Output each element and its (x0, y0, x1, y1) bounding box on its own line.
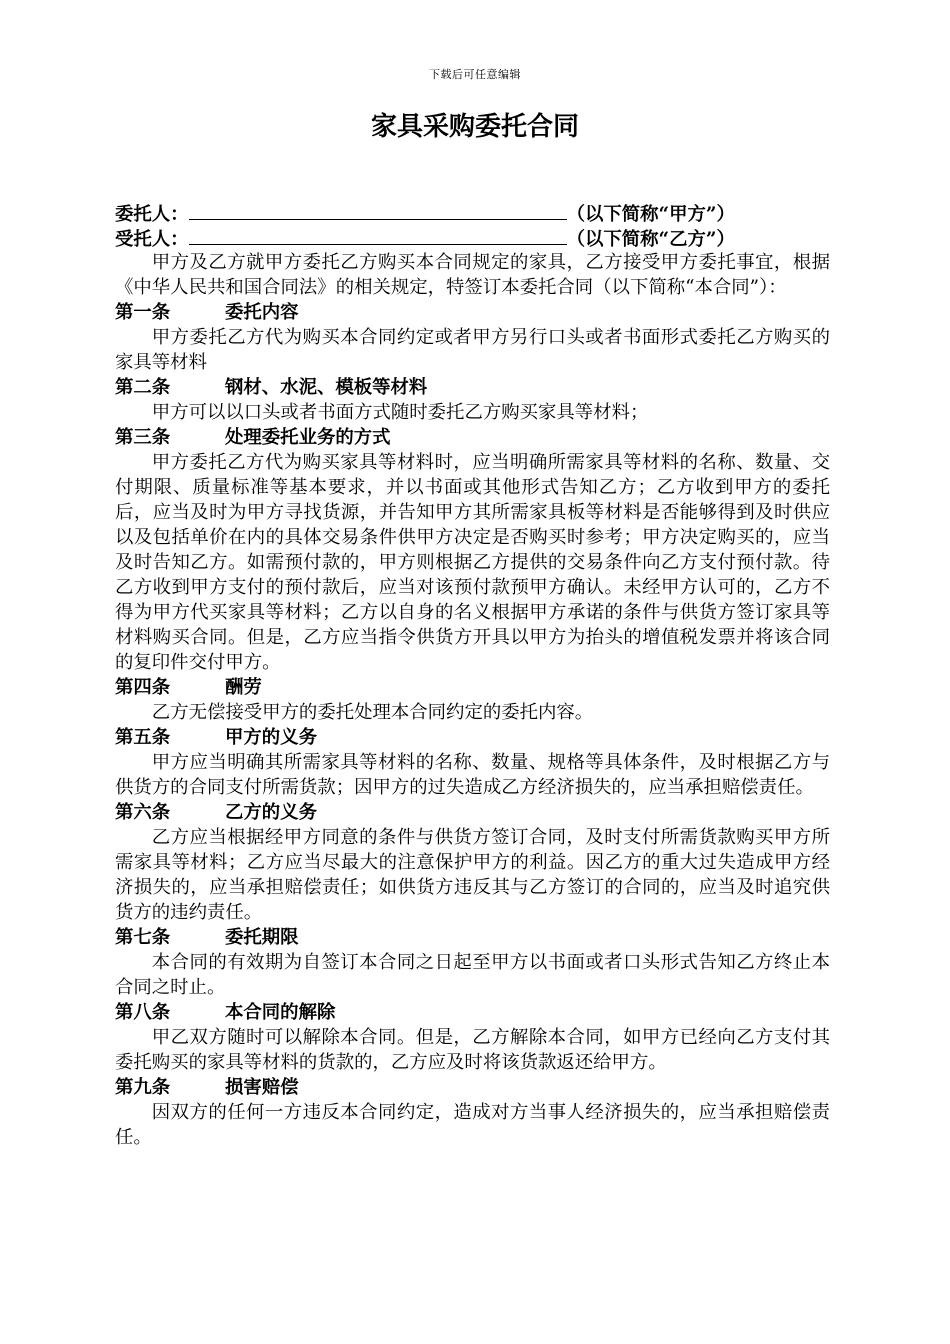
clause-title: 委托内容 (225, 302, 299, 323)
clause-1 (115, 300, 830, 375)
document-title: 家具采购委托合同 (370, 112, 579, 142)
party-client-suffix: （以下简称“甲方”） (566, 204, 735, 225)
clause-heading (115, 1000, 830, 1025)
clause-heading (115, 800, 830, 825)
clause-title: 处理委托业务的方式 (225, 427, 391, 448)
party-client-label: 委托人： (115, 204, 189, 225)
clause-body: 本合同的有效期为自签订本合同之日起至甲方以书面或者口头形式告知乙方终止本合同之时止。 (115, 952, 830, 998)
clause-heading (115, 425, 830, 450)
clause-title: 乙方的义务 (225, 802, 317, 823)
clause-title: 酬劳 (225, 677, 262, 698)
clause-9 (115, 1075, 830, 1150)
clause-heading (115, 300, 830, 325)
clause-body: 甲乙双方随时可以解除本合同。但是，乙方解除本合同，如甲方已经向乙方支付其委托购买的家具等材料的货款的，乙方应及时将该货款返还给甲方。 (115, 1027, 830, 1073)
clause-number: 第三条 (115, 427, 171, 448)
clause-number: 第七条 (115, 927, 171, 948)
clause-body: 甲方应当明确其所需家具等材料的名称、数量、规格等具体条件，及时根据乙方与供货方的合同支付所需货款；因甲方的过失造成乙方经济损失的，应当承担赔偿责任。 (115, 752, 830, 798)
clause-number: 第四条 (115, 677, 171, 698)
clause-5 (115, 725, 830, 800)
clause-number: 第九条 (115, 1077, 171, 1098)
clause-title: 甲方的义务 (225, 727, 317, 748)
clause-heading (115, 925, 830, 950)
header-note: 下载后可任意编辑 (429, 68, 521, 81)
party-client (115, 200, 830, 225)
party-agent-suffix: （以下简称“乙方”） (566, 229, 735, 250)
party-client-name-blank[interactable] (189, 200, 567, 220)
clause-heading (115, 375, 830, 400)
clause-body: 甲方可以以口头或者书面方式随时委托乙方购买家具等材料； (151, 402, 649, 423)
clause-6 (115, 800, 830, 925)
clause-heading (115, 725, 830, 750)
clause-title: 钢材、水泥、模板等材料 (225, 377, 428, 398)
contract-body (115, 200, 830, 1150)
clause-title: 委托期限 (225, 927, 299, 948)
clause-8 (115, 1000, 830, 1075)
clause-number: 第一条 (115, 302, 171, 323)
party-agent (115, 225, 830, 250)
clause-body: 乙方应当根据经甲方同意的条件与供货方签订合同，及时支付所需货款购买甲方所需家具等材料；乙方应当尽最大的注意保护甲方的利益。因乙方的重大过失造成甲方经济损失的，应当承担赔偿责任；如供货方违反其与乙方签订的合同的，应当及时追究供货方的违约责任。 (115, 827, 830, 923)
clause-heading (115, 675, 830, 700)
clause-body: 乙方无偿接受甲方的委托处理本合同约定的委托内容。 (151, 702, 594, 723)
clause-2 (115, 375, 830, 425)
clause-number: 第二条 (115, 377, 171, 398)
clause-body: 甲方委托乙方代为购买家具等材料时，应当明确所需家具等材料的名称、数量、交付期限、质量标准等基本要求，并以书面或其他形式告知乙方；乙方收到甲方的委托后，应当及时为甲方寻找货源，并告知甲方其所需家具板等材料是否能够得到及时供应以及包括单价在内的具体交易条件供甲方决定是否购买时参考；甲方决定购买的，应当及时告知乙方。如需预付款的，甲方则根据乙方提供的交易条件向乙方支付预付款。待乙方收到甲方支付的预付款后，应当对该预付款预甲方确认。未经甲方认可的，乙方不得为甲方代买家具等材料；乙方以自身的名义根据甲方承诺的条件与供货方签订家具等材料购买合同。但是，乙方应当指令供货方开具以甲方为抬头的增值税发票并将该合同的复印件交付甲方。 (115, 452, 830, 673)
clause-title: 损害赔偿 (225, 1077, 299, 1098)
clause-7 (115, 925, 830, 1000)
clause-body: 甲方委托乙方代为购买本合同约定或者甲方另行口头或者书面形式委托乙方购买的家具等材料 (115, 327, 830, 373)
clause-heading (115, 1075, 830, 1100)
intro-paragraph: 甲方及乙方就甲方委托乙方购买本合同规定的家具，乙方接受甲方委托事宜，根据《中华人民共和国合同法》的相关规定，特签订本委托合同（以下简称“本合同”）： (115, 252, 830, 298)
clause-title: 本合同的解除 (225, 1002, 336, 1023)
clause-number: 第八条 (115, 1002, 171, 1023)
clause-number: 第五条 (115, 727, 171, 748)
clause-4 (115, 675, 830, 725)
clause-body: 因双方的任何一方违反本合同约定，造成对方当事人经济损失的，应当承担赔偿责任。 (115, 1102, 830, 1148)
clause-number: 第六条 (115, 802, 171, 823)
party-agent-name-blank[interactable] (189, 225, 567, 245)
clause-3 (115, 425, 830, 675)
party-agent-label: 受托人： (115, 229, 189, 250)
